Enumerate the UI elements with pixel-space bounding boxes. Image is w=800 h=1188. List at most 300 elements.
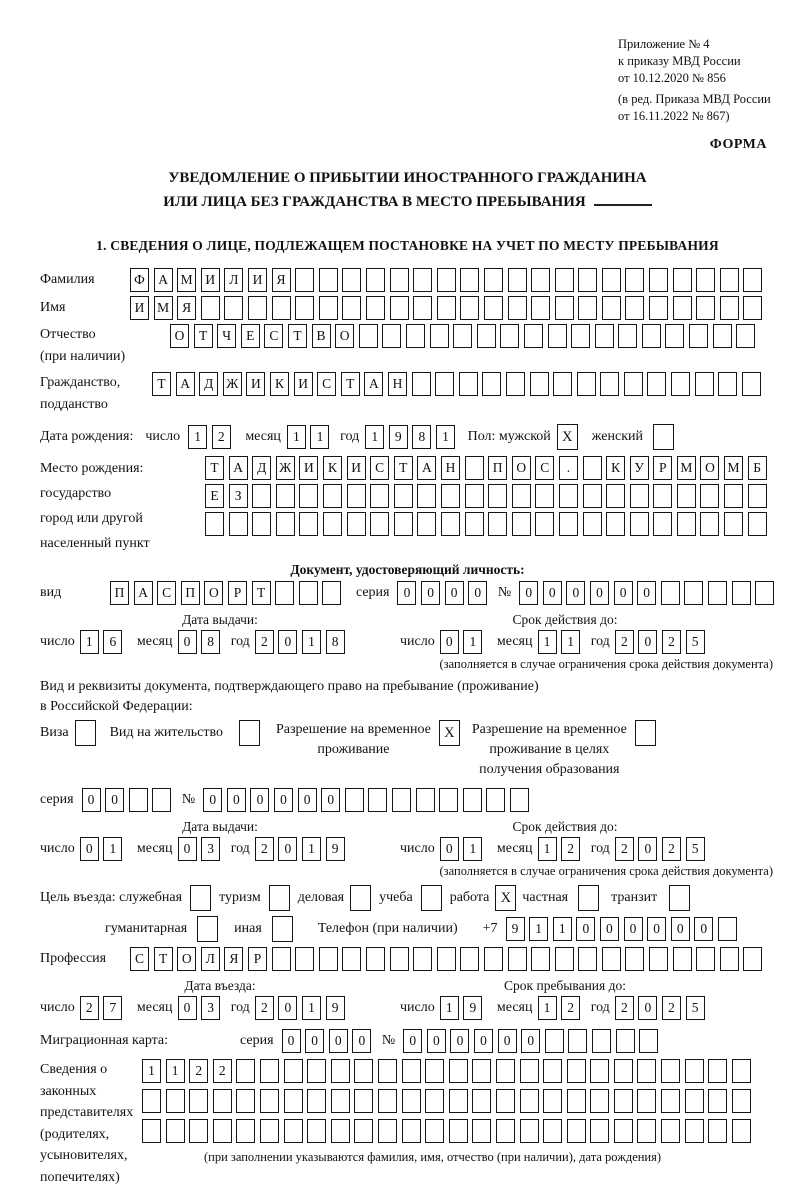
char-box[interactable]: С (317, 372, 336, 396)
char-box[interactable] (673, 296, 692, 320)
char-box[interactable] (671, 372, 690, 396)
char-box[interactable] (718, 372, 737, 396)
char-box[interactable] (425, 1119, 444, 1143)
char-box[interactable] (696, 268, 715, 292)
char-box[interactable]: 0 (440, 837, 459, 861)
char-box[interactable] (437, 296, 456, 320)
id-valid-day-field[interactable] (440, 630, 487, 654)
char-box[interactable] (359, 324, 378, 348)
char-box[interactable] (685, 1059, 704, 1083)
char-box[interactable] (370, 512, 389, 536)
char-box[interactable]: 0 (278, 630, 297, 654)
char-box[interactable] (488, 484, 507, 508)
char-box[interactable] (460, 947, 479, 971)
char-box[interactable] (543, 1059, 562, 1083)
char-box[interactable]: 1 (561, 630, 580, 654)
char-box[interactable] (472, 1059, 491, 1083)
char-box[interactable]: Н (388, 372, 407, 396)
char-box[interactable]: Р (653, 456, 672, 480)
char-box[interactable]: Р (248, 947, 267, 971)
char-box[interactable] (482, 372, 501, 396)
char-box[interactable] (583, 512, 602, 536)
char-box[interactable]: 0 (647, 917, 666, 941)
char-box[interactable] (508, 296, 527, 320)
char-box[interactable] (370, 484, 389, 508)
char-box[interactable]: О (204, 581, 223, 605)
char-box[interactable]: 0 (178, 837, 197, 861)
char-box[interactable]: 0 (403, 1029, 422, 1053)
char-box[interactable]: 0 (278, 996, 297, 1020)
char-box[interactable] (708, 1089, 727, 1113)
char-box[interactable]: 0 (498, 1029, 517, 1053)
char-box[interactable] (272, 296, 291, 320)
char-box[interactable]: Я (177, 296, 196, 320)
char-box[interactable]: К (270, 372, 289, 396)
char-box[interactable] (732, 1059, 751, 1083)
char-box[interactable]: 1 (365, 425, 384, 449)
migration-card-number-field[interactable] (403, 1029, 663, 1053)
char-box[interactable]: 0 (227, 788, 246, 812)
char-box[interactable]: 2 (615, 630, 634, 654)
char-box[interactable] (647, 372, 666, 396)
char-box[interactable] (696, 296, 715, 320)
char-box[interactable]: Ж (276, 456, 295, 480)
phone-field[interactable] (506, 917, 742, 941)
char-box[interactable]: Т (288, 324, 307, 348)
char-box[interactable] (520, 1059, 539, 1083)
char-box[interactable] (307, 1059, 326, 1083)
char-box[interactable]: Ж (223, 372, 242, 396)
edu-residence-permit-checkbox[interactable] (635, 720, 656, 746)
char-box[interactable] (465, 512, 484, 536)
char-box[interactable]: М (154, 296, 173, 320)
char-box[interactable]: 2 (212, 425, 231, 449)
char-box[interactable]: 1 (436, 425, 455, 449)
char-box[interactable] (578, 268, 597, 292)
char-box[interactable] (402, 1089, 421, 1113)
id-doc-series-field[interactable] (397, 581, 491, 605)
char-box[interactable] (319, 947, 338, 971)
char-box[interactable] (378, 1119, 397, 1143)
char-box[interactable] (748, 512, 767, 536)
char-box[interactable]: 9 (326, 837, 345, 861)
char-box[interactable] (602, 268, 621, 292)
char-box[interactable]: 1 (302, 837, 321, 861)
char-box[interactable] (520, 1119, 539, 1143)
char-box[interactable]: 0 (445, 581, 464, 605)
char-box[interactable]: 1 (538, 837, 557, 861)
char-box[interactable]: П (488, 456, 507, 480)
char-box[interactable]: С (370, 456, 389, 480)
char-box[interactable] (732, 581, 751, 605)
char-box[interactable] (590, 1089, 609, 1113)
char-box[interactable]: 9 (506, 917, 525, 941)
char-box[interactable] (459, 372, 478, 396)
char-box[interactable] (642, 324, 661, 348)
char-box[interactable] (322, 581, 341, 605)
char-box[interactable]: П (110, 581, 129, 605)
legal-line1-field[interactable] (142, 1059, 755, 1083)
char-box[interactable] (614, 1089, 633, 1113)
char-box[interactable] (732, 1089, 751, 1113)
char-box[interactable]: 0 (566, 581, 585, 605)
char-box[interactable]: 0 (352, 1029, 371, 1053)
char-box[interactable]: 0 (638, 837, 657, 861)
char-box[interactable]: 0 (450, 1029, 469, 1053)
char-box[interactable] (331, 1059, 350, 1083)
char-box[interactable]: 1 (302, 630, 321, 654)
char-box[interactable] (295, 947, 314, 971)
char-box[interactable] (531, 947, 550, 971)
char-box[interactable] (602, 947, 621, 971)
char-box[interactable]: 1 (142, 1059, 161, 1083)
char-box[interactable]: О (512, 456, 531, 480)
char-box[interactable] (354, 1089, 373, 1113)
char-box[interactable] (236, 1059, 255, 1083)
char-box[interactable]: 8 (201, 630, 220, 654)
id-issue-month-field[interactable] (178, 630, 225, 654)
char-box[interactable]: 0 (282, 1029, 301, 1053)
char-box[interactable]: Е (241, 324, 260, 348)
char-box[interactable] (236, 1089, 255, 1113)
permit-series-field[interactable] (82, 788, 176, 812)
char-box[interactable] (520, 1089, 539, 1113)
char-box[interactable] (600, 372, 619, 396)
char-box[interactable] (472, 1089, 491, 1113)
char-box[interactable] (724, 484, 743, 508)
char-box[interactable] (496, 1059, 515, 1083)
char-box[interactable]: 1 (463, 630, 482, 654)
char-box[interactable] (465, 456, 484, 480)
char-box[interactable]: 1 (538, 996, 557, 1020)
char-box[interactable] (307, 1089, 326, 1113)
char-box[interactable] (460, 296, 479, 320)
char-box[interactable] (437, 268, 456, 292)
char-box[interactable] (276, 484, 295, 508)
char-box[interactable] (260, 1089, 279, 1113)
char-box[interactable] (524, 324, 543, 348)
char-box[interactable]: А (134, 581, 153, 605)
char-box[interactable]: 2 (615, 996, 634, 1020)
char-box[interactable]: 0 (468, 581, 487, 605)
char-box[interactable] (484, 947, 503, 971)
char-box[interactable] (331, 1119, 350, 1143)
permit-issue-month-field[interactable] (178, 837, 225, 861)
char-box[interactable]: Т (252, 581, 271, 605)
female-checkbox[interactable] (653, 424, 674, 450)
purpose-tourism-checkbox[interactable] (269, 885, 290, 911)
citizenship-field[interactable] (152, 372, 765, 396)
char-box[interactable]: 1 (440, 996, 459, 1020)
char-box[interactable] (720, 296, 739, 320)
char-box[interactable] (720, 268, 739, 292)
entry-month-field[interactable] (178, 996, 225, 1020)
char-box[interactable] (606, 484, 625, 508)
char-box[interactable] (583, 484, 602, 508)
char-box[interactable] (649, 947, 668, 971)
char-box[interactable]: 8 (412, 425, 431, 449)
char-box[interactable] (630, 512, 649, 536)
char-box[interactable] (272, 947, 291, 971)
char-box[interactable] (319, 268, 338, 292)
char-box[interactable]: 0 (638, 630, 657, 654)
char-box[interactable] (639, 1029, 658, 1053)
char-box[interactable] (637, 1089, 656, 1113)
char-box[interactable]: 9 (463, 996, 482, 1020)
char-box[interactable]: 2 (80, 996, 99, 1020)
char-box[interactable]: Т (205, 456, 224, 480)
char-box[interactable]: 0 (671, 917, 690, 941)
purpose-transit-checkbox[interactable] (669, 885, 690, 911)
char-box[interactable]: 0 (298, 788, 317, 812)
char-box[interactable]: М (177, 268, 196, 292)
char-box[interactable] (430, 324, 449, 348)
char-box[interactable]: А (364, 372, 383, 396)
char-box[interactable] (299, 581, 318, 605)
char-box[interactable]: 0 (178, 630, 197, 654)
given-name-field[interactable] (130, 296, 767, 320)
char-box[interactable]: В (312, 324, 331, 348)
char-box[interactable]: Р (228, 581, 247, 605)
char-box[interactable]: 0 (427, 1029, 446, 1053)
char-box[interactable] (402, 1119, 421, 1143)
migration-card-series-field[interactable] (282, 1029, 376, 1053)
char-box[interactable] (205, 512, 224, 536)
char-box[interactable]: 0 (519, 581, 538, 605)
entry-year-field[interactable] (255, 996, 349, 1020)
char-box[interactable]: С (157, 581, 176, 605)
char-box[interactable] (548, 324, 567, 348)
char-box[interactable] (567, 1059, 586, 1083)
char-box[interactable] (394, 484, 413, 508)
char-box[interactable] (512, 484, 531, 508)
char-box[interactable]: Л (201, 947, 220, 971)
char-box[interactable] (736, 324, 755, 348)
char-box[interactable] (486, 788, 505, 812)
temp-residence-permit-checkbox[interactable]: X (439, 720, 460, 746)
male-checkbox[interactable]: X (557, 424, 578, 450)
char-box[interactable] (718, 917, 737, 941)
char-box[interactable]: 5 (686, 837, 705, 861)
char-box[interactable]: 0 (576, 917, 595, 941)
char-box[interactable]: 0 (590, 581, 609, 605)
char-box[interactable] (637, 1119, 656, 1143)
char-box[interactable] (413, 268, 432, 292)
char-box[interactable] (439, 788, 458, 812)
char-box[interactable]: 1 (188, 425, 207, 449)
char-box[interactable] (677, 484, 696, 508)
char-box[interactable] (441, 512, 460, 536)
char-box[interactable] (425, 1089, 444, 1113)
char-box[interactable]: И (248, 268, 267, 292)
char-box[interactable] (435, 372, 454, 396)
char-box[interactable] (732, 1119, 751, 1143)
char-box[interactable] (724, 512, 743, 536)
char-box[interactable]: О (177, 947, 196, 971)
char-box[interactable]: И (299, 456, 318, 480)
char-box[interactable] (592, 1029, 611, 1053)
char-box[interactable]: 2 (189, 1059, 208, 1083)
surname-field[interactable] (130, 268, 767, 292)
char-box[interactable] (460, 268, 479, 292)
char-box[interactable] (685, 1119, 704, 1143)
id-valid-month-field[interactable] (538, 630, 585, 654)
char-box[interactable] (653, 484, 672, 508)
char-box[interactable]: 0 (397, 581, 416, 605)
char-box[interactable] (477, 324, 496, 348)
char-box[interactable]: А (176, 372, 195, 396)
permit-valid-year-field[interactable] (615, 837, 709, 861)
char-box[interactable] (224, 296, 243, 320)
char-box[interactable] (661, 1059, 680, 1083)
char-box[interactable] (577, 372, 596, 396)
char-box[interactable] (347, 484, 366, 508)
char-box[interactable] (201, 296, 220, 320)
char-box[interactable] (142, 1119, 161, 1143)
char-box[interactable]: И (201, 268, 220, 292)
char-box[interactable] (449, 1059, 468, 1083)
char-box[interactable]: Н (441, 456, 460, 480)
char-box[interactable] (417, 512, 436, 536)
char-box[interactable]: О (170, 324, 189, 348)
char-box[interactable]: И (294, 372, 313, 396)
char-box[interactable]: 7 (103, 996, 122, 1020)
char-box[interactable]: 1 (310, 425, 329, 449)
char-box[interactable]: 2 (662, 996, 681, 1020)
char-box[interactable] (661, 581, 680, 605)
char-box[interactable]: 3 (201, 996, 220, 1020)
char-box[interactable]: 0 (321, 788, 340, 812)
char-box[interactable] (378, 1059, 397, 1083)
char-box[interactable] (661, 1089, 680, 1113)
char-box[interactable] (510, 788, 529, 812)
char-box[interactable]: 0 (278, 837, 297, 861)
char-box[interactable]: М (677, 456, 696, 480)
char-box[interactable]: 0 (421, 581, 440, 605)
char-box[interactable]: А (229, 456, 248, 480)
char-box[interactable]: 0 (305, 1029, 324, 1053)
char-box[interactable]: А (154, 268, 173, 292)
char-box[interactable] (463, 788, 482, 812)
char-box[interactable]: Ч (217, 324, 236, 348)
char-box[interactable]: 0 (105, 788, 124, 812)
char-box[interactable]: Е (205, 484, 224, 508)
char-box[interactable] (406, 324, 425, 348)
char-box[interactable] (496, 1119, 515, 1143)
char-box[interactable] (189, 1119, 208, 1143)
char-box[interactable] (368, 788, 387, 812)
char-box[interactable] (743, 947, 762, 971)
permit-valid-month-field[interactable] (538, 837, 585, 861)
char-box[interactable]: 0 (178, 996, 197, 1020)
char-box[interactable] (689, 324, 708, 348)
char-box[interactable] (695, 372, 714, 396)
permit-valid-day-field[interactable] (440, 837, 487, 861)
char-box[interactable] (508, 947, 527, 971)
char-box[interactable] (213, 1089, 232, 1113)
char-box[interactable]: Д (199, 372, 218, 396)
char-box[interactable] (331, 1089, 350, 1113)
char-box[interactable]: 0 (638, 996, 657, 1020)
char-box[interactable] (347, 512, 366, 536)
char-box[interactable] (142, 1089, 161, 1113)
char-box[interactable]: 1 (463, 837, 482, 861)
char-box[interactable] (578, 947, 597, 971)
char-box[interactable] (568, 1029, 587, 1053)
char-box[interactable] (571, 324, 590, 348)
char-box[interactable]: К (323, 456, 342, 480)
char-box[interactable]: 9 (326, 996, 345, 1020)
char-box[interactable] (390, 947, 409, 971)
legal-line3-field[interactable] (142, 1119, 755, 1143)
char-box[interactable] (700, 512, 719, 536)
char-box[interactable]: 2 (213, 1059, 232, 1083)
char-box[interactable] (412, 372, 431, 396)
char-box[interactable]: 6 (103, 630, 122, 654)
char-box[interactable] (284, 1089, 303, 1113)
char-box[interactable] (394, 512, 413, 536)
char-box[interactable]: И (246, 372, 265, 396)
char-box[interactable]: П (181, 581, 200, 605)
char-box[interactable] (653, 512, 672, 536)
char-box[interactable]: Т (194, 324, 213, 348)
purpose-business-checkbox[interactable] (350, 885, 371, 911)
char-box[interactable] (545, 1029, 564, 1053)
char-box[interactable] (559, 484, 578, 508)
char-box[interactable] (661, 1119, 680, 1143)
char-box[interactable] (530, 372, 549, 396)
char-box[interactable] (189, 1089, 208, 1113)
char-box[interactable] (555, 947, 574, 971)
birth-month-field[interactable] (287, 425, 334, 449)
char-box[interactable] (295, 268, 314, 292)
char-box[interactable]: 0 (203, 788, 222, 812)
char-box[interactable] (366, 947, 385, 971)
char-box[interactable]: Б (748, 456, 767, 480)
char-box[interactable] (453, 324, 472, 348)
char-box[interactable] (413, 296, 432, 320)
char-box[interactable] (684, 581, 703, 605)
char-box[interactable] (713, 324, 732, 348)
purpose-official-checkbox[interactable] (190, 885, 211, 911)
char-box[interactable] (484, 268, 503, 292)
char-box[interactable]: 0 (440, 630, 459, 654)
char-box[interactable]: Т (154, 947, 173, 971)
char-box[interactable]: 0 (637, 581, 656, 605)
char-box[interactable] (567, 1119, 586, 1143)
char-box[interactable]: 1 (529, 917, 548, 941)
entry-day-field[interactable] (80, 996, 127, 1020)
char-box[interactable]: 2 (662, 630, 681, 654)
char-box[interactable]: 2 (662, 837, 681, 861)
char-box[interactable]: Т (341, 372, 360, 396)
permit-issue-year-field[interactable] (255, 837, 349, 861)
char-box[interactable]: Т (152, 372, 171, 396)
char-box[interactable] (755, 581, 774, 605)
char-box[interactable]: 1 (553, 917, 572, 941)
char-box[interactable] (252, 484, 271, 508)
char-box[interactable] (508, 268, 527, 292)
char-box[interactable]: К (606, 456, 625, 480)
char-box[interactable] (402, 1059, 421, 1083)
char-box[interactable]: 2 (255, 837, 274, 861)
birth-day-field[interactable] (188, 425, 235, 449)
char-box[interactable] (319, 296, 338, 320)
permit-number-field[interactable] (203, 788, 533, 812)
char-box[interactable]: О (700, 456, 719, 480)
char-box[interactable]: Я (224, 947, 243, 971)
char-box[interactable] (616, 1029, 635, 1053)
